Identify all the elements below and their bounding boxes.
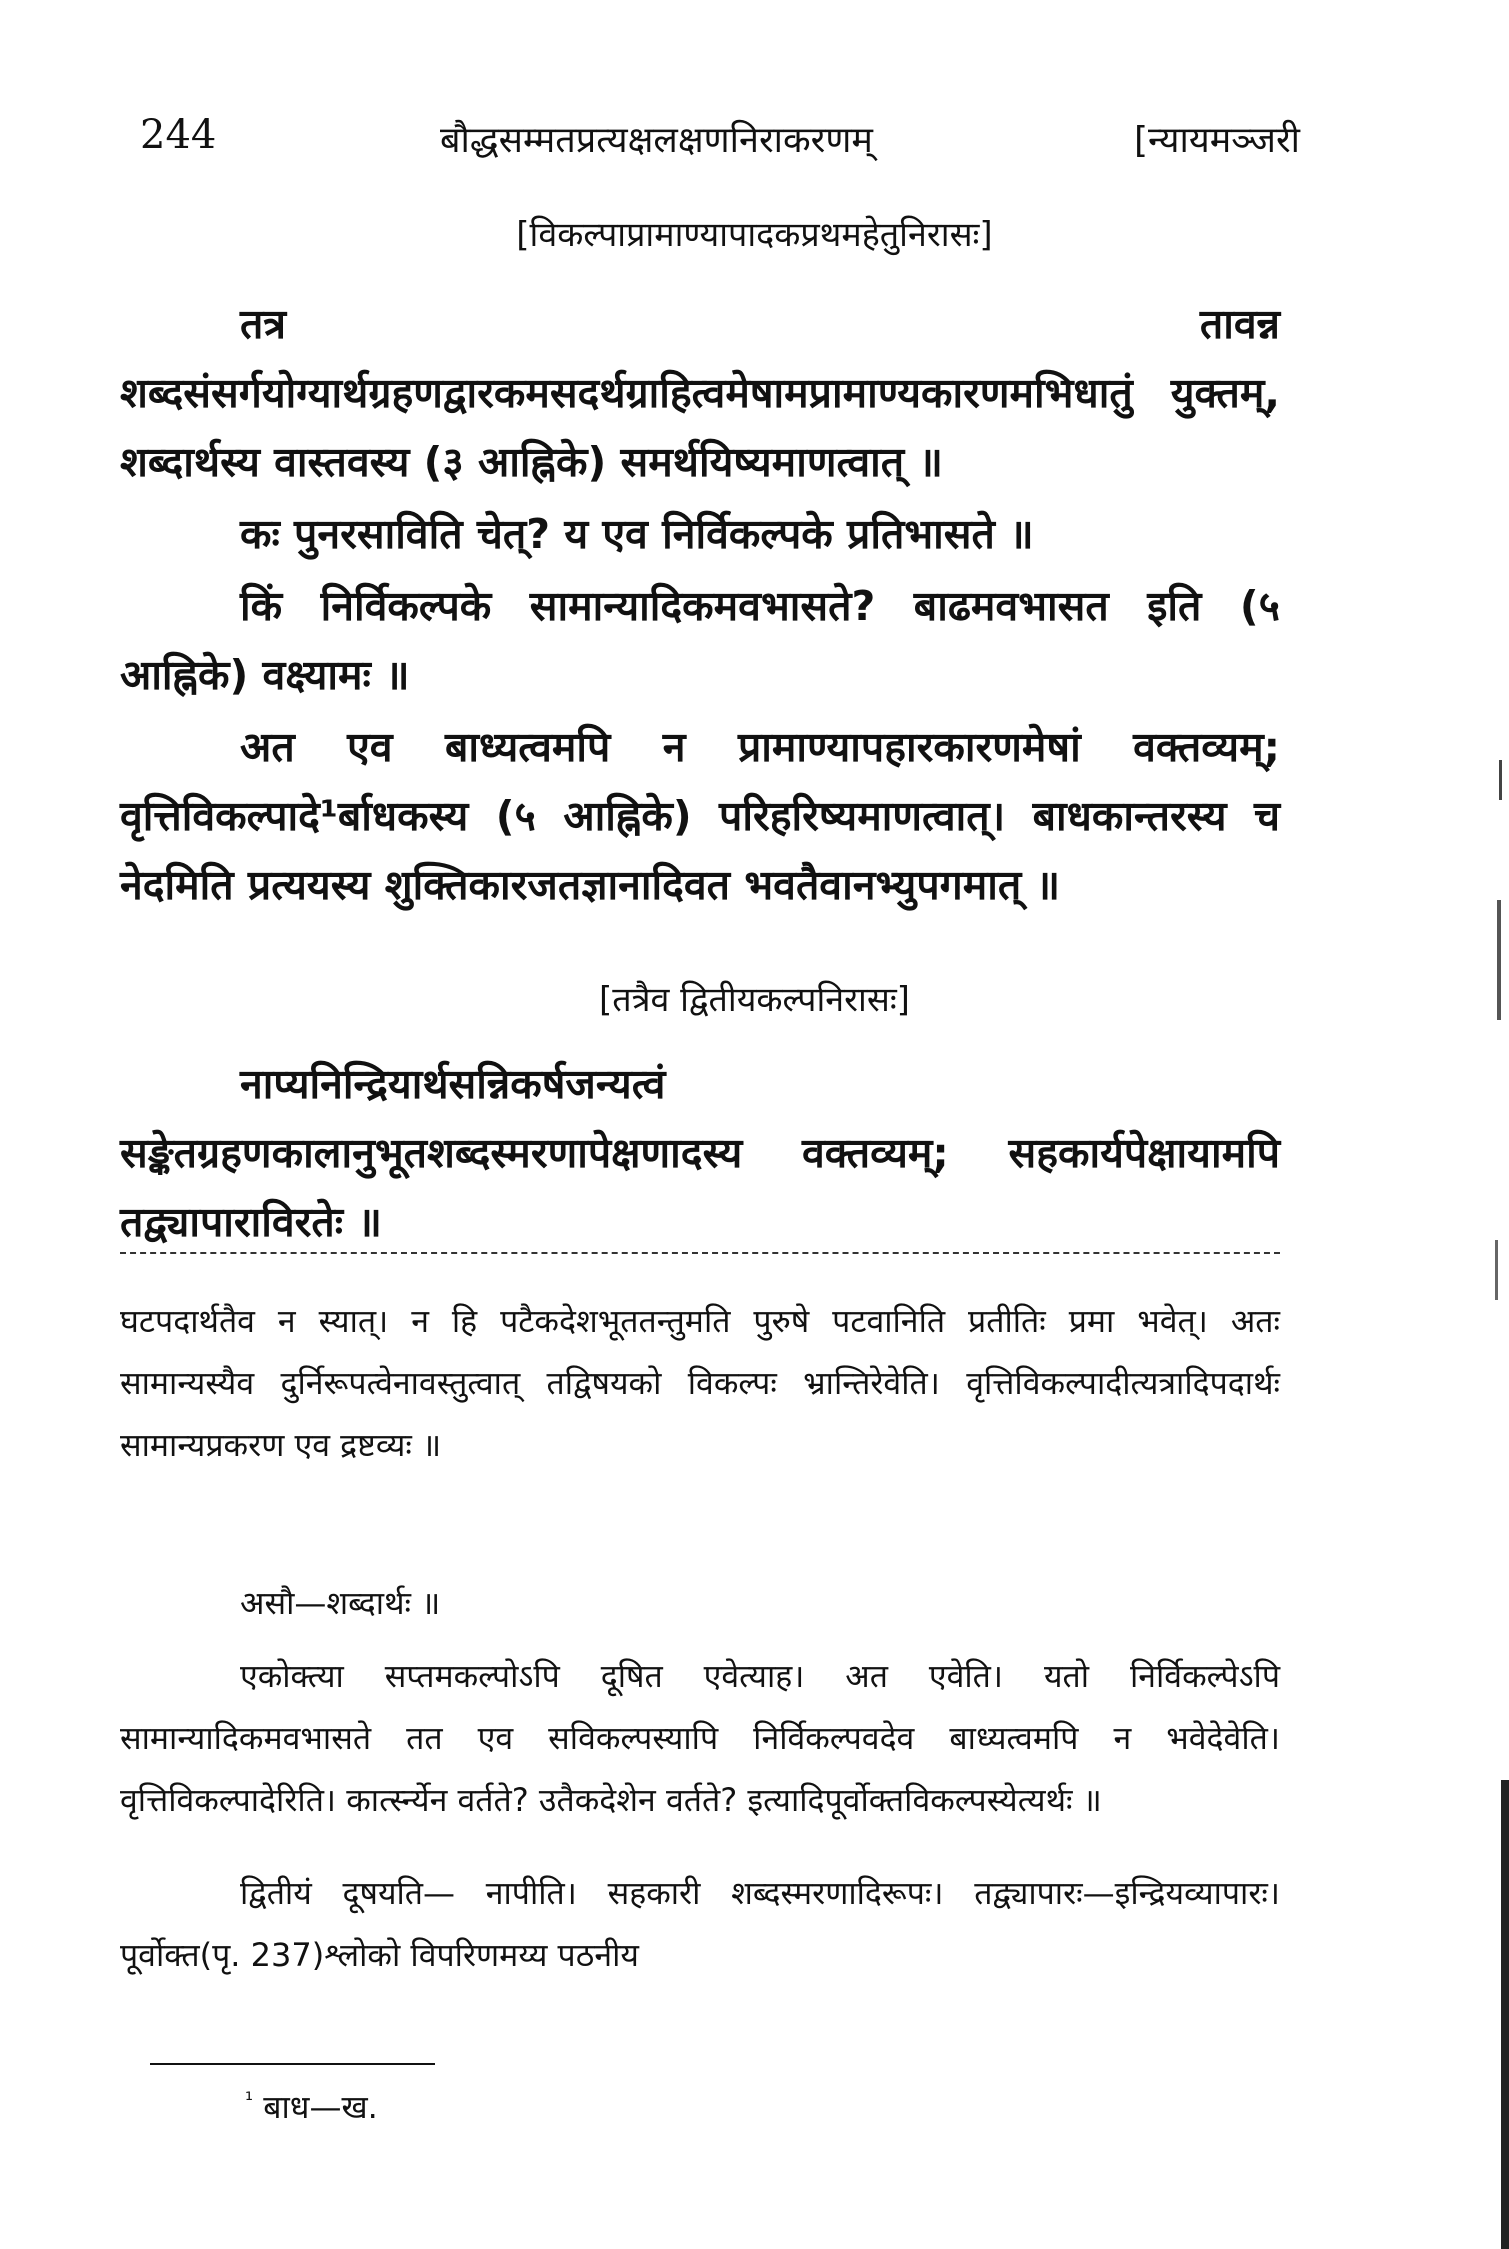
- page-edge-shadow: [1479, 0, 1509, 2249]
- commentary-paragraph-3: एकोक्त्या सप्तमकल्पोऽपि दूषित एवेत्याह। अत एवेति। यतो निर्विकल्पेऽपि सामान्यादिकमवभासते तत एव सविकल्पस्यापि निर्विकल्पवदेव बाध्यत्वमपि न भवेदेवेति। वृत्तिविकल्पादेरिति। कार्त्स्न्येन वर्तते? उतैकदेशेन वर्तते? इत्यादिपूर्वोक्तविकल्पस्येत्यर्थः ॥: [120, 1657, 1280, 1819]
- commentary-paragraph-1: घटपदार्थतैव न स्यात्। न हि पटैकदेशभूततन्तुमति पुरुषे पटवानिति प्रतीतिः प्रमा भवेत्। अतः सामान्यस्यैव दुर्निरूपत्वेनावस्तुत्वात् तद्विषयको विकल्पः भ्रान्तिरेवेति। वृत्तिविकल्पादीत्यत्रादिपदार्थः सामान्यप्रकरण एव द्रष्टव्यः ॥: [120, 1302, 1280, 1464]
- main-paragraph-2: कः पुनरसाविति चेत्? य एव निर्विकल्पके प्रतिभासते ॥: [240, 510, 1034, 558]
- section-heading-first: [विकल्पाप्रामाण्यापादकप्रथमहेतुनिरासः]: [516, 215, 993, 255]
- footnote: [245, 2085, 378, 2128]
- main-paragraph-4: अत एव बाध्यत्वमपि न प्रामाण्यापहारकारणमेषां वक्तव्यम्; वृत्तिविकल्पादे¹र्बाधकस्य (५ आह्निके) परिहरिष्यमाणत्वात्। बाधकान्तरस्य च नेदमिति प्रत्ययस्य शुक्तिकारजतज्ञानादिवत भवतैवानभ्युपगमात् ॥: [120, 723, 1280, 909]
- footnote-mark: ¹: [245, 2087, 254, 2112]
- main-paragraph-3: किं निर्विकल्पके सामान्यादिकमवभासते? बाढमवभासत इति (५ आह्निके) वक्ष्यामः ॥: [120, 582, 1280, 699]
- footnote-rule: [150, 2063, 435, 2065]
- page-number: 244: [140, 112, 217, 158]
- section-heading-second: [तत्रैव द्वितीयकल्पनिरासः]: [599, 980, 910, 1020]
- main-paragraph-5: नाप्यनिन्द्रियार्थसन्निकर्षजन्यत्वं सङ्केतग्रहणकालानुभूतशब्दस्मरणापेक्षणादस्य वक्तव्यम्; सहकार्यपेक्षायामपि तद्व्यापाराविरतेः ॥: [120, 1060, 1280, 1246]
- commentary-divider: [120, 1252, 1280, 1254]
- running-title: बौद्धसम्मतप्रत्यक्षलक्षणनिराकरणम्: [440, 120, 873, 161]
- main-paragraph-1: तत्र तावन्न शब्दसंसर्गयोग्यार्थग्रहणद्वारकमसदर्थग्राहित्वमेषामप्रामाण्यकारणमभिधातुं युक्तम्, शब्दार्थस्य वास्तवस्य (३ आह्निके) समर्थयिष्यमाणत्वात् ॥: [120, 300, 1280, 486]
- footnote-text: बाध—ख.: [263, 2088, 378, 2126]
- running-book-title: [न्यायमञ्जरी: [1133, 120, 1300, 161]
- page-header: [140, 112, 1300, 172]
- commentary-paragraph-2: असौ—शब्दार्थः ॥: [240, 1584, 441, 1622]
- commentary-paragraph-4: द्वितीयं दूषयति— नापीति। सहकारी शब्दस्मरणादिरूपः। तद्व्यापारः—इन्द्रियव्यापारः। पूर्वोक्त(पृ. 237)श्लोको विपरिणमय्य पठनीय: [120, 1874, 1280, 1974]
